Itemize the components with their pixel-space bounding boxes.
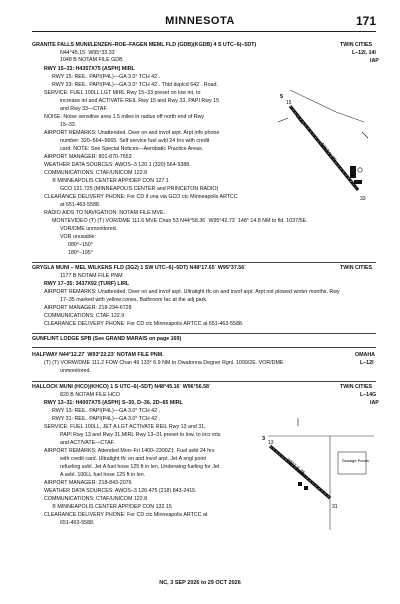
taxiway-marker xyxy=(278,118,288,122)
clearance-cont: 651-463-5588. xyxy=(60,520,95,526)
elevation-notam: 820 B NOTAM FILE HCO xyxy=(60,392,120,398)
region-label: TWIN CITIES xyxy=(340,42,373,48)
weather-data: WEATHER DATA SOURCES: AWOS–3 120.1 (320) 564-9388. xyxy=(44,162,191,168)
gco: GCO 121.725 (MINNEAPOLIS CENTER and PRINCETON RADIO) xyxy=(60,186,219,192)
service-cont-1: increase int and ACTIVATE REIL Rwy 15 and Rwy 33, PAPI Rwy 15 xyxy=(60,98,220,104)
runway-end-label: 33 xyxy=(360,196,366,202)
runway-end-33: RWY 33: REIL. PAPI(P4L)—GA 3.0° TCH 42´. Thld dsplcd 642´. Road. xyxy=(52,82,218,88)
noise: NOISE: Noise sensitive area 1.5 miles in radius off north end of Rwy xyxy=(44,114,205,120)
weather-data: WEATHER DATA SOURCES: AWOS–3 126.475 (218) 843-2415. xyxy=(44,488,197,494)
app-dep-con: ® MINNEAPOLIS CENTER APP/DEP CON 132.15 xyxy=(52,504,172,510)
service-cont-1: PAPI Rwy 13 and Rwy 31,MIRL Rwy 13–31 preset to low, to incr ints xyxy=(60,432,221,438)
runway-spec: RWY 17–35: 3437X92 (TURF) LIRL xyxy=(44,281,130,287)
entry-separator xyxy=(32,347,376,348)
chart-ref: L–14G xyxy=(360,392,377,398)
airport-title: GRANITE FALLS MUNI/LENZEN–ROE–FAGEN MEML FLD (GDB)(KGDB) 4 S UTC–6(–5DT) xyxy=(32,42,257,48)
coordinates: N44°45.15´ W95°33.33´ xyxy=(60,50,117,56)
runway-end-label: 5 xyxy=(280,94,284,100)
vor-unusable: VOR unusable: xyxy=(60,234,96,240)
effective-dates-footer: NC, 3 SEP 2026 to 29 OCT 2026 xyxy=(159,580,241,586)
runway-dimension-label: 4357 X 75 xyxy=(318,141,338,164)
page-header xyxy=(0,0,400,32)
region-label: TWIN CITIES xyxy=(340,384,373,390)
north-arrow-icon xyxy=(362,132,368,138)
entry-separator xyxy=(32,333,376,334)
clearance-delivery: CLEARANCE DELIVERY PHONE: For CD if una via GCO ctc Minneapolis ARTCC xyxy=(44,194,238,200)
communications: COMMUNICATIONS: CTAF 122.9 xyxy=(44,313,125,319)
runway-dimension-label: 4007 X 75 xyxy=(284,456,306,477)
sewage-ponds-area xyxy=(338,452,366,474)
clearance-delivery: CLEARANCE DELIVERY PHONE: For CD ctc Minneapolis ARTCC at 651-463-5588. xyxy=(44,321,244,327)
clearance-cont: at 651-463-5588. xyxy=(60,202,101,208)
runway-end-31: RWY 31: REIL. PAPI(P4L)—GA 3.0° TCH 42´. xyxy=(52,416,161,422)
vor-unusable-range-2: 180°–195° xyxy=(68,250,93,256)
navaid-montevideo: MONTEVIDEO (T) (T) VOR/DME 111.6 MVE Chan 53 N44°58.36´ W95°42.73´ 148° 14.8 NM to fld. 1037/5E. xyxy=(52,218,308,224)
runway-end-label: 15 xyxy=(286,100,292,106)
sewage-ponds-label: Sewage Ponds xyxy=(342,458,369,463)
airport-manager: AIRPORT MANAGER: 218-294-6728 xyxy=(44,305,132,311)
runway-spec: RWY 13–31: H4007X75 (ASPH) S–30, D–36, 2D–65 MIRL xyxy=(44,400,183,406)
entry-separator xyxy=(32,381,376,382)
clearance-delivery: CLEARANCE DELIVERY PHONE: For CD ctc Minneapolis ARTCC at xyxy=(44,512,208,518)
airport-diagram-hco xyxy=(258,412,378,532)
noise-cont: 15–33. xyxy=(60,122,77,128)
communications: COMMUNICATIONS: CTAF/UNICOM 122.8 xyxy=(44,170,148,176)
airport-diagram-gdb xyxy=(272,88,372,204)
runway-spec: RWY 15–33: H4357X75 (ASPH) MIRL xyxy=(44,66,135,72)
airport-remarks: AIRPORT REMARKS: Unattended. Deer on and invof arpt. Arpt info phone xyxy=(44,130,220,136)
elevation-notam: 1177 B NOTAM FILE PNM xyxy=(60,273,123,279)
chart-ref: L–12I xyxy=(360,360,374,366)
service: SERVICE: FUEL 100LL LGT MIRL Rwy 15–33 preset on low int, to xyxy=(44,90,201,96)
airport-title: HALLOCK MUNI (HCO)(KHCO) 1 S UTC–6(–5DT) N48°45.16´ W96°56.58´ xyxy=(32,384,211,390)
remarks-cont-3: A avbl. 100LL fuel hose 125 ft in len. xyxy=(60,472,146,478)
navaid-title: HALFWAY N44°12.27´ W93°22.23´ NOTAM FILE PNM. xyxy=(32,352,164,358)
app-dep-con: ® MINNEAPOLIS CENTER APP/DEP CON 127.1 xyxy=(52,178,169,184)
road-line xyxy=(336,112,364,122)
chart-ref: L–12I, 14I xyxy=(352,50,376,56)
runway-end-label: 13 xyxy=(268,440,274,446)
state-title: MINNESOTA xyxy=(165,15,235,27)
airport-manager: AIRPORT MANAGER: 218-843-2076 xyxy=(44,480,132,486)
navaid-cont: unmonitored. xyxy=(60,368,91,374)
service-cont-2: and ACTIVATE—CTAF. xyxy=(60,440,115,446)
airport-remarks: AIRPORT REMARKS: Unattended. Deer on and invof arpt. Ultralight tfc on and invof arpt. Arpt not plowed winter months. Rwy xyxy=(44,289,340,295)
remarks-cont-1: with credit card. Ultralight tfc on and invof arpt. Jet A sngl point xyxy=(60,456,207,462)
service-cont-2: and Rwy 33—CTAF. xyxy=(60,106,108,112)
airport-title: GRYGLA MUNI – MEL WILKENS FLD (3G2) 1 SW UTC–6(–5DT) N48°17.65´ W95°37.56´ xyxy=(32,265,246,271)
hangar xyxy=(304,486,308,490)
hangar xyxy=(298,482,302,486)
remarks-cont: 17–35 marked with yellow cones. Bathroom fac at the adj park. xyxy=(60,297,208,303)
runway-end-label: 3 xyxy=(262,436,266,442)
communications: COMMUNICATIONS: CTAF/UNICOM 122.8 xyxy=(44,496,148,502)
airport-remarks: AIRPORT REMARKS: Attended Mon–Fri 1400–2300Z‡. Fuel avbl 24 hrs xyxy=(44,448,215,454)
road-line xyxy=(290,90,336,112)
vor-unusable-range-1: 080°–150° xyxy=(68,242,93,248)
elevation-notam: 1048 B NOTAM FILE GDB xyxy=(60,57,123,63)
page-number: 171 xyxy=(355,14,376,28)
entry-separator xyxy=(32,262,376,263)
cross-reference-gunflint: GUNFLINT LODGE SPB (See GRAND MARAIS on page 169) xyxy=(32,336,182,342)
service: SERVICE: FUEL 100LL, JET A LGT ACTIVATE REIL Rwy 13 and 31, xyxy=(44,424,206,430)
remarks-cont-2: refueling avbl. Jet A fuel hose 125 ft in len. Underwing fueling for Jet xyxy=(60,464,220,470)
runway-end-label: 31 xyxy=(332,504,338,510)
radio-aids: RADIO AIDS TO NAVIGATION: NOTAM FILE MVE. xyxy=(44,210,166,216)
navaid-detail: (T) (T) VORW/DME 111.2 FOW Chan 49 133° 6.9 NM to Owatonna Degner Rgnl. 1099/2E. VOR/DME xyxy=(44,360,284,366)
beacon-icon xyxy=(358,168,362,172)
airport-manager: AIRPORT MANAGER: 801-870-7653 xyxy=(44,154,132,160)
chart-ref-iap: IAP xyxy=(370,58,379,64)
remarks-cont-2: card. NOTE: See Special Notices—Aerobatic Practice Areas. xyxy=(60,146,204,152)
chart-ref-iap: IAP xyxy=(370,400,379,406)
navaid-cont: VOR/DME unmonitored. xyxy=(60,226,118,232)
runway-end-13: RWY 13: REIL. PAPI(P4L)—GA 3.0° TCH 42´. xyxy=(52,408,161,414)
region-label: OMAHA xyxy=(355,352,376,358)
runway-end-15: RWY 15: REIL. PAPI(P4L)—GA 3.0° TCH 42´. xyxy=(52,74,161,80)
apron xyxy=(354,180,362,184)
hangar xyxy=(350,166,356,178)
region-label: TWIN CITIES xyxy=(340,265,373,271)
header-rule xyxy=(32,31,376,32)
remarks-cont-1: number: 320–564–5665. Self service fuel avbl 24 hrs with credit xyxy=(60,138,210,144)
